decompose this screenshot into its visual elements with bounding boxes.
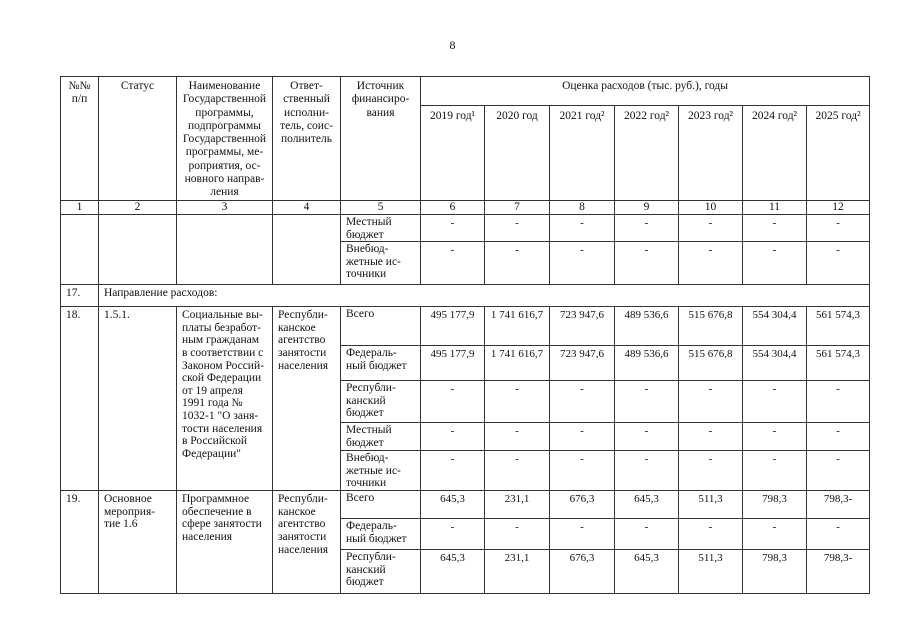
value-cell: - (679, 242, 743, 285)
value-cell: - (421, 381, 485, 423)
row-number: 18. (61, 307, 99, 491)
value-cell: - (550, 423, 615, 451)
continued-responsible-cell (273, 215, 341, 285)
header-year: 2021 год² (550, 106, 615, 201)
funding-source: Всего (341, 491, 421, 519)
expense-estimate-table (60, 76, 870, 594)
value-cell: 231,1 (485, 550, 550, 594)
column-number: 8 (550, 201, 615, 215)
value-cell: - (421, 519, 485, 550)
value-cell: 515 676,8 (679, 307, 743, 346)
value-cell: 645,3 (615, 491, 679, 519)
row-status: 1.5.1. (99, 307, 177, 491)
value-cell: - (485, 451, 550, 491)
column-number: 3 (177, 201, 273, 215)
value-cell: - (550, 451, 615, 491)
value-cell: 645,3 (615, 550, 679, 594)
page-number: 8 (449, 38, 456, 52)
column-number: 10 (679, 201, 743, 215)
value-cell: - (679, 451, 743, 491)
column-number: 12 (807, 201, 870, 215)
header-year: 2025 год² (807, 106, 870, 201)
value-cell: - (743, 519, 807, 550)
value-cell: 489 536,6 (615, 307, 679, 346)
value-cell: - (485, 215, 550, 242)
value-cell: 554 304,4 (743, 307, 807, 346)
continued-name-cell (177, 215, 273, 285)
value-cell: 798,3 (743, 491, 807, 519)
section-title: Направление расходов: (99, 285, 870, 307)
value-cell: - (615, 381, 679, 423)
table-row (61, 491, 870, 519)
value-cell: - (743, 381, 807, 423)
header-year: 2023 год² (679, 106, 743, 201)
funding-source: Республи- канский бюджет (341, 550, 421, 594)
value-cell: - (743, 423, 807, 451)
value-cell: - (615, 519, 679, 550)
value-cell: 723 947,6 (550, 307, 615, 346)
header-name: Наименование Государственной программы, подпрограммы Государственной программы, ме- роприятия, ос- новного направ- ления (177, 77, 273, 201)
funding-source: Внебюд- жетные ис- точники (341, 242, 421, 285)
value-cell: - (743, 451, 807, 491)
value-cell: - (615, 215, 679, 242)
value-cell: - (550, 215, 615, 242)
header-responsible: Ответ- ственный исполни- тель, соис- полнитель (273, 77, 341, 201)
value-cell: - (807, 381, 870, 423)
value-cell: - (485, 242, 550, 285)
value-cell: 798,3- (807, 550, 870, 594)
value-cell: - (807, 423, 870, 451)
value-cell: 645,3 (421, 491, 485, 519)
value-cell: - (807, 519, 870, 550)
value-cell: - (807, 242, 870, 285)
value-cell: - (550, 242, 615, 285)
value-cell: - (679, 519, 743, 550)
value-cell: 554 304,4 (743, 346, 807, 381)
row-responsible: Республи- канское агентство занятости населения (273, 307, 341, 491)
funding-source: Внебюд- жетные ис- точники (341, 451, 421, 491)
value-cell: - (485, 381, 550, 423)
value-cell: - (743, 242, 807, 285)
value-cell: - (743, 215, 807, 242)
table-row (61, 215, 870, 242)
value-cell: 1 741 616,7 (485, 307, 550, 346)
value-cell: - (485, 519, 550, 550)
column-number: 9 (615, 201, 679, 215)
row-responsible: Республи- канское агентство занятости населения (273, 491, 341, 594)
funding-source: Федераль- ный бюджет (341, 346, 421, 381)
funding-source: Местный бюджет (341, 215, 421, 242)
column-number: 5 (341, 201, 421, 215)
value-cell: - (807, 451, 870, 491)
table-row (61, 285, 870, 307)
header-year: 2020 год (485, 106, 550, 201)
value-cell: 798,3- (807, 491, 870, 519)
value-cell: 495 177,9 (421, 346, 485, 381)
header-status: Статус (99, 77, 177, 201)
funding-source: Местный бюджет (341, 423, 421, 451)
value-cell: 561 574,3 (807, 346, 870, 381)
value-cell: 561 574,3 (807, 307, 870, 346)
column-number: 1 (61, 201, 99, 215)
value-cell: 676,3 (550, 491, 615, 519)
value-cell: 489 536,6 (615, 346, 679, 381)
column-number: 2 (99, 201, 177, 215)
continued-status-cell (99, 215, 177, 285)
column-number: 6 (421, 201, 485, 215)
column-number: 4 (273, 201, 341, 215)
header-year: 2019 год¹ (421, 106, 485, 201)
header-year: 2024 год² (743, 106, 807, 201)
value-cell: 1 741 616,7 (485, 346, 550, 381)
value-cell: 231,1 (485, 491, 550, 519)
continued-number-cell (61, 215, 99, 285)
value-cell: - (615, 423, 679, 451)
value-cell: 511,3 (679, 491, 743, 519)
value-cell: - (485, 423, 550, 451)
value-cell: - (421, 451, 485, 491)
value-cell: - (679, 381, 743, 423)
value-cell: 511,3 (679, 550, 743, 594)
row-number: 19. (61, 491, 99, 594)
value-cell: - (550, 519, 615, 550)
funding-source: Республи- канский бюджет (341, 381, 421, 423)
value-cell: - (615, 451, 679, 491)
value-cell: 515 676,8 (679, 346, 743, 381)
table-row (61, 307, 870, 346)
header-number: №№ п/п (61, 77, 99, 201)
value-cell: - (421, 242, 485, 285)
value-cell: 645,3 (421, 550, 485, 594)
value-cell: 495 177,9 (421, 307, 485, 346)
value-cell: - (421, 215, 485, 242)
row-status: Основное мероприя- тие 1.6 (99, 491, 177, 594)
value-cell: - (679, 215, 743, 242)
column-number: 11 (743, 201, 807, 215)
funding-source: Федераль- ный бюджет (341, 519, 421, 550)
column-number: 7 (485, 201, 550, 215)
funding-source: Всего (341, 307, 421, 346)
row-name: Социальные вы- платы безработ- ным гражданам в соответствии с Законом Россий- ской Федерации от 19 апреля 1991 года № 1032-1 "О заня- тости населения в Российской Федерации" (177, 307, 273, 491)
header-row (61, 77, 870, 106)
value-cell: - (615, 242, 679, 285)
value-cell: 798,3 (743, 550, 807, 594)
value-cell: - (421, 423, 485, 451)
row-number: 17. (61, 285, 99, 307)
header-cost-estimate: Оценка расходов (тыс. руб.), годы (421, 77, 870, 106)
column-numbers-row (61, 201, 870, 215)
row-name: Программное обеспечение в сфере занятости населения (177, 491, 273, 594)
value-cell: - (550, 381, 615, 423)
header-year: 2022 год² (615, 106, 679, 201)
value-cell: 676,3 (550, 550, 615, 594)
value-cell: 723 947,6 (550, 346, 615, 381)
value-cell: - (807, 215, 870, 242)
value-cell: - (679, 423, 743, 451)
header-funding-source: Источник финансиро- вания (341, 77, 421, 201)
